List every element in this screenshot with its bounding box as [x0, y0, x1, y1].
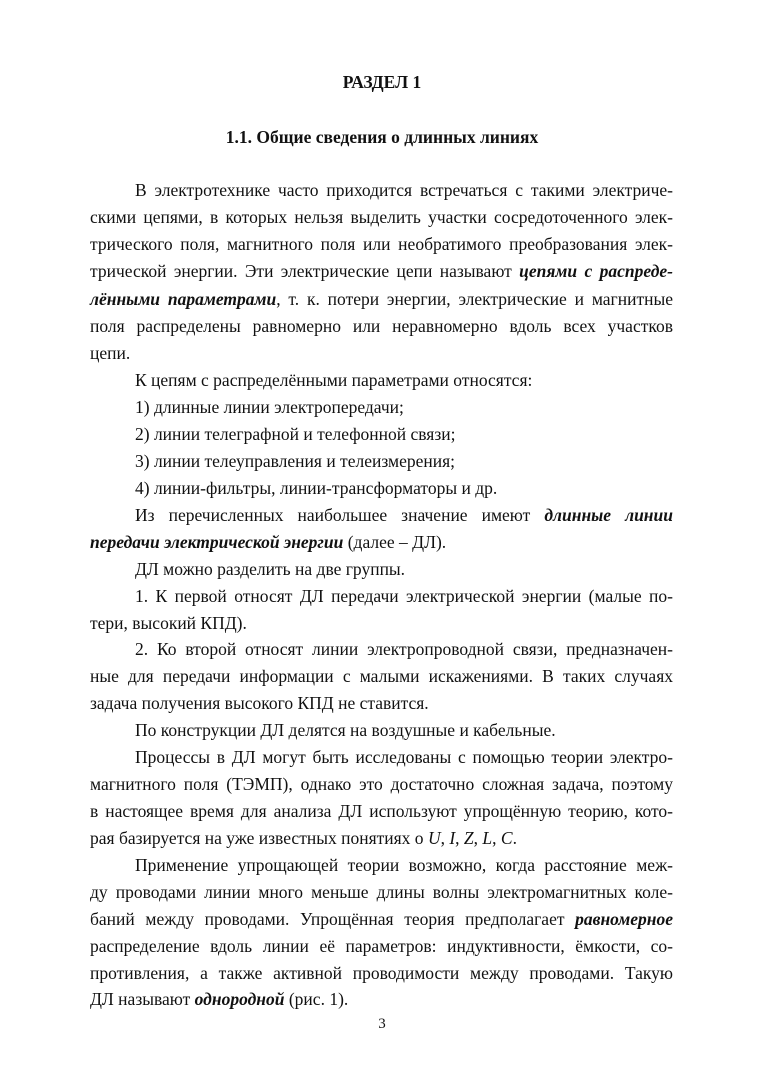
text-line: противления, а также активной проводимости между проводами. Такую [90, 963, 673, 983]
text-line: тери, высокий КПД). [90, 613, 247, 633]
separator: , [473, 828, 483, 848]
text-line: ду проводами линии много меньше длины волны электромагнитных коле- [90, 882, 673, 902]
text-line [90, 288, 673, 310]
period: . [512, 828, 517, 848]
text-line: магнитного поля (ТЭМП), однако это достаточно сложная задача, поэтому [90, 774, 673, 794]
symbol-u: U [427, 828, 441, 848]
symbol-z: Z [463, 828, 474, 848]
list-item: 3) линии телеуправления и телеизмерения; [135, 451, 456, 471]
symbol-c: C [500, 828, 513, 848]
text-line: 1. К первой относят ДЛ передачи электрической энергии (малые по- [135, 586, 673, 606]
text-line [90, 531, 673, 553]
separator: , [492, 828, 501, 848]
emphasis-term: длинные линии [544, 505, 673, 525]
text-line: цепи. [90, 343, 131, 363]
emphasis-term: однородной [194, 989, 285, 1009]
list-item: 1) длинные линии электропередачи; [135, 397, 404, 417]
text-run: (далее – ДЛ). [343, 532, 447, 552]
text-line [90, 827, 673, 849]
text-run: Из перечисленных наибольшее значение имеют [135, 505, 545, 525]
list-item: 2) линии телеграфной и телефонной связи; [135, 424, 456, 444]
text-line: Процессы в ДЛ могут быть исследованы с помощью теории электро- [135, 747, 673, 767]
text-line [90, 988, 673, 1010]
separator: , [455, 828, 464, 848]
text-line [90, 260, 673, 282]
emphasis-term: цепями с распреде- [519, 261, 673, 281]
text-run: ДЛ называют [90, 989, 195, 1009]
text-run: трической энергии. Эти электрические цепи называют [90, 261, 520, 281]
text-line: распределение вдоль линии её параметров: индуктивности, ёмкости, со- [90, 936, 673, 956]
text-run: баний между проводами. Упрощённая теория предполагает [90, 909, 576, 929]
symbol-i: I [449, 828, 456, 848]
text-line: в настоящее время для анализа ДЛ используют упрощённую теорию, кото- [90, 801, 673, 821]
text-line: По конструкции ДЛ делятся на воздушные и кабельные. [135, 720, 556, 740]
text-line: скими цепями, в которых нельзя выделить участки сосредоточенного элек- [90, 207, 673, 227]
text-run: рая базируется на уже известных понятиях о [90, 828, 428, 848]
text-line: ные для передачи информации с малыми искажениями. В таких случаях [90, 666, 673, 686]
text-run: , т. к. потери энергии, электрические и магнитные [276, 289, 673, 309]
text-line: Применение упрощающей теории возможно, когда расстояние меж- [135, 855, 673, 875]
text-line [90, 908, 673, 930]
emphasis-term: передачи электрической энергии [90, 532, 344, 552]
text-line: задача получения высокого КПД не ставится. [90, 693, 429, 713]
text-line: поля распределены равномерно или неравномерно вдоль всех участков [90, 316, 673, 336]
page-number: 3 [378, 1016, 386, 1032]
text-line: ДЛ можно разделить на две группы. [135, 559, 406, 579]
emphasis-term: лёнными параметрами [90, 289, 277, 309]
text-run: (рис. 1). [284, 989, 349, 1009]
text-line: трического поля, магнитного поля или необратимого преобразования элек- [90, 234, 673, 254]
text-line: В электротехнике часто приходится встречаться с такими электриче- [135, 180, 673, 200]
emphasis-term: равномерное [575, 909, 673, 929]
text-line [90, 504, 673, 526]
section-title: РАЗДЕЛ 1 [342, 72, 422, 92]
subsection-title: 1.1. Общие сведения о длинных линиях [225, 127, 539, 147]
symbol-l: L [482, 828, 493, 848]
separator: , [440, 828, 450, 848]
list-item: 4) линии-фильтры, линии-трансформаторы и др. [135, 478, 498, 498]
text-line: К цепям с распределёнными параметрами относятся: [135, 370, 533, 390]
text-line: 2. Ко второй относят линии электропроводной связи, предназначен- [135, 639, 673, 659]
